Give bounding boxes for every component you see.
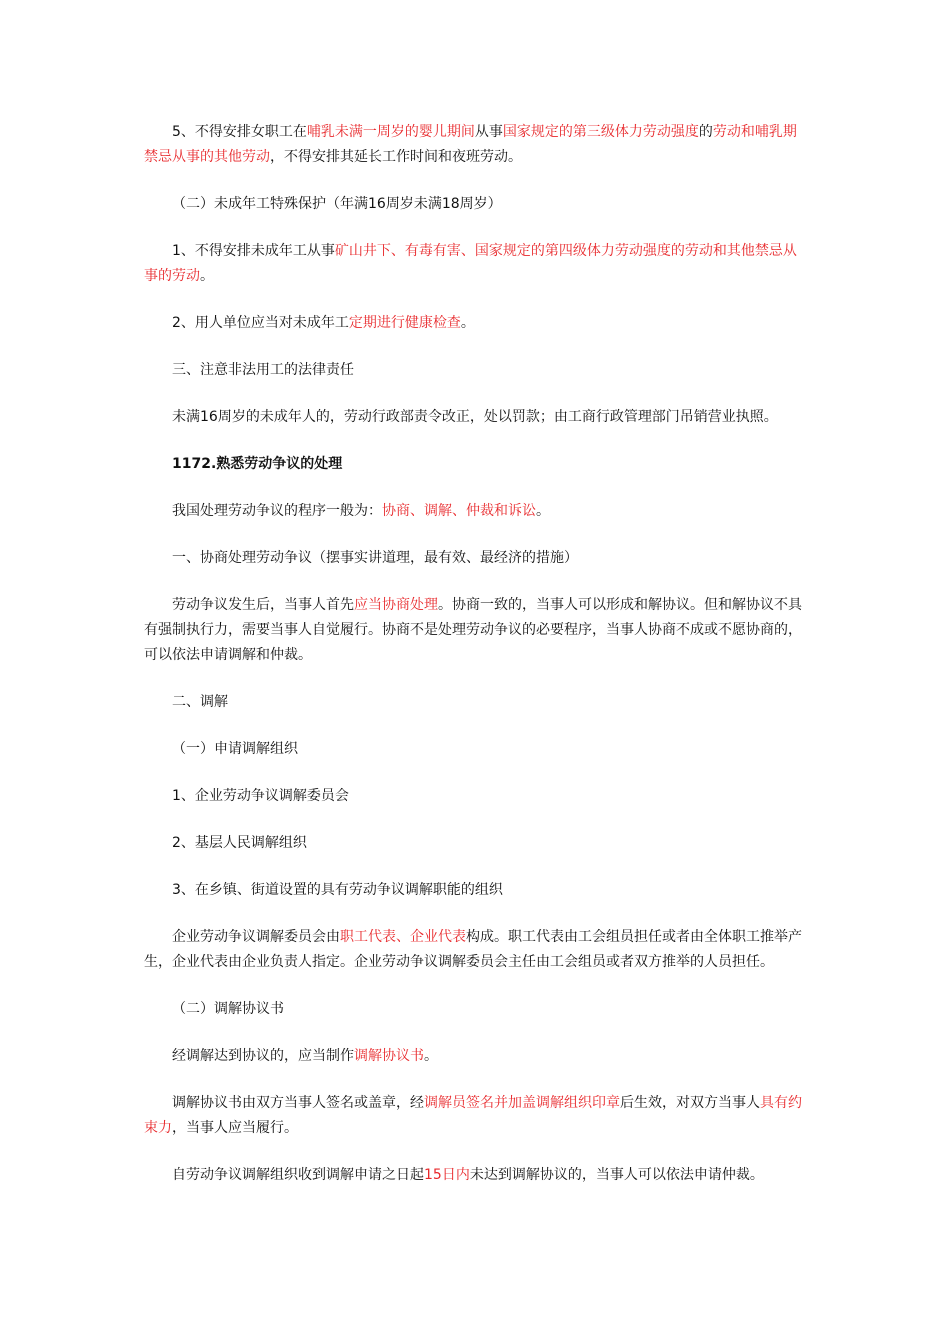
list-item-mediation-1 — [144, 784, 808, 809]
section-heading-1172 — [144, 452, 808, 477]
paragraph-dispute-procedure — [144, 499, 808, 524]
paragraph-arbitration-deadline — [144, 1163, 808, 1188]
heading-minor-worker-protection — [144, 192, 808, 217]
paragraph-mediation-committee — [144, 925, 808, 975]
text-segment: 。 — [200, 268, 214, 284]
text-segment: 1172.熟悉劳动争议的处理 — [172, 456, 343, 472]
highlighted-text: 哺乳未满一周岁的婴儿期间 — [306, 124, 475, 140]
heading-mediation — [144, 690, 808, 715]
clause-minor-worker-1 — [144, 239, 808, 289]
text-segment: 。 — [424, 1048, 438, 1064]
text-segment: （二）调解协议书 — [172, 1001, 284, 1017]
text-segment: 经调解达到协议的，应当制作 — [172, 1048, 354, 1064]
text-segment: （一）申请调解组织 — [172, 741, 298, 757]
text-segment: ，当事人应当履行。 — [172, 1120, 298, 1136]
heading-illegal-employment — [144, 358, 808, 383]
text-segment: 构成。职工代表由工会组员担任或者由全体职工推举产生，企业代表由企业负责人指定。企业劳动争议调解委员会主任由工会组员或者双方推举的人员担任。 — [144, 929, 802, 970]
text-segment: 一、协商处理劳动争议（摆事实讲道理，最有效、最经济的措施） — [172, 550, 578, 566]
text-segment: 未满16周岁的未成年人的，劳动行政部责令改正，处以罚款；由工商行政管理部门吊销营业执照。 — [172, 409, 778, 425]
text-segment: 未达到调解协议的，当事人可以依法申请仲裁。 — [469, 1167, 764, 1183]
text-segment: 三、注意非法用工的法律责任 — [172, 362, 354, 378]
text-segment: 的 — [698, 124, 713, 140]
highlighted-text: 矿山井下、有毒有害、国家规定的第四级体力劳动强度的劳动和其他禁忌从事的劳动 — [144, 243, 797, 284]
highlighted-text: 劳动和哺乳期禁忌从事的其他劳动 — [144, 124, 797, 165]
paragraph-negotiation — [144, 593, 808, 668]
list-item-mediation-3 — [144, 878, 808, 903]
text-segment: 2、基层人民调解组织 — [172, 835, 307, 851]
text-segment: 调解协议书由双方当事人签名或盖章，经 — [172, 1095, 424, 1111]
highlighted-text: 职工代表、企业代表 — [340, 929, 466, 945]
heading-mediation-organizations — [144, 737, 808, 762]
highlighted-text: 调解协议书 — [354, 1048, 424, 1064]
text-segment: 3、在乡镇、街道设置的具有劳动争议调解职能的组织 — [172, 882, 503, 898]
text-segment: 后生效，对双方当事人 — [620, 1095, 760, 1111]
text-segment: 自劳动争议调解组织收到调解申请之日起 — [172, 1167, 424, 1183]
highlighted-text: 定期进行健康检查 — [348, 315, 461, 331]
text-segment: 企业劳动争议调解委员会由 — [172, 929, 340, 945]
highlighted-text: 协商、调解、仲裁和诉讼 — [382, 503, 536, 519]
text-segment: 2、用人单位应当对未成年工 — [172, 315, 349, 331]
paragraph-illegal-employment — [144, 405, 808, 430]
clause-minor-worker-2 — [144, 311, 808, 336]
text-segment: 从事 — [474, 124, 503, 140]
list-item-mediation-2 — [144, 831, 808, 856]
text-segment: 1、不得安排未成年工从事 — [172, 243, 335, 259]
highlighted-text: 应当协商处理 — [354, 597, 438, 613]
text-segment: 。 — [460, 315, 475, 331]
text-segment: 5、不得安排女职工在 — [172, 124, 307, 140]
text-segment: 劳动争议发生后，当事人首先 — [172, 597, 354, 613]
document-body — [144, 120, 808, 1188]
highlighted-text: 国家规定的第三级体力劳动强度 — [502, 124, 699, 140]
text-segment: 。 — [536, 503, 550, 519]
text-segment: 我国处理劳动争议的程序一般为： — [172, 503, 382, 519]
clause-female-worker-5 — [144, 120, 808, 170]
text-segment: （二）未成年工特殊保护（年满16周岁未满18周岁） — [172, 196, 502, 212]
highlighted-text: 15日内 — [424, 1167, 470, 1183]
text-segment: 二、调解 — [172, 694, 228, 710]
heading-mediation-agreement — [144, 997, 808, 1022]
text-segment: 1、企业劳动争议调解委员会 — [172, 788, 349, 804]
paragraph-agreement-effect — [144, 1091, 808, 1141]
text-segment: 。协商一致的，当事人可以形成和解协议。但和解协议不具有强制执行力，需要当事人自觉履行。协商不是处理劳动争议的必要程序，当事人协商不成或不愿协商的，可以依法申请调解和仲裁。 — [144, 597, 802, 663]
highlighted-text: 具有约束力 — [144, 1095, 802, 1136]
heading-negotiation — [144, 546, 808, 571]
highlighted-text: 调解员签名并加盖调解组织印章 — [424, 1095, 620, 1111]
paragraph-agreement-production — [144, 1044, 808, 1069]
text-segment: ，不得安排其延长工作时间和夜班劳动。 — [270, 149, 522, 165]
